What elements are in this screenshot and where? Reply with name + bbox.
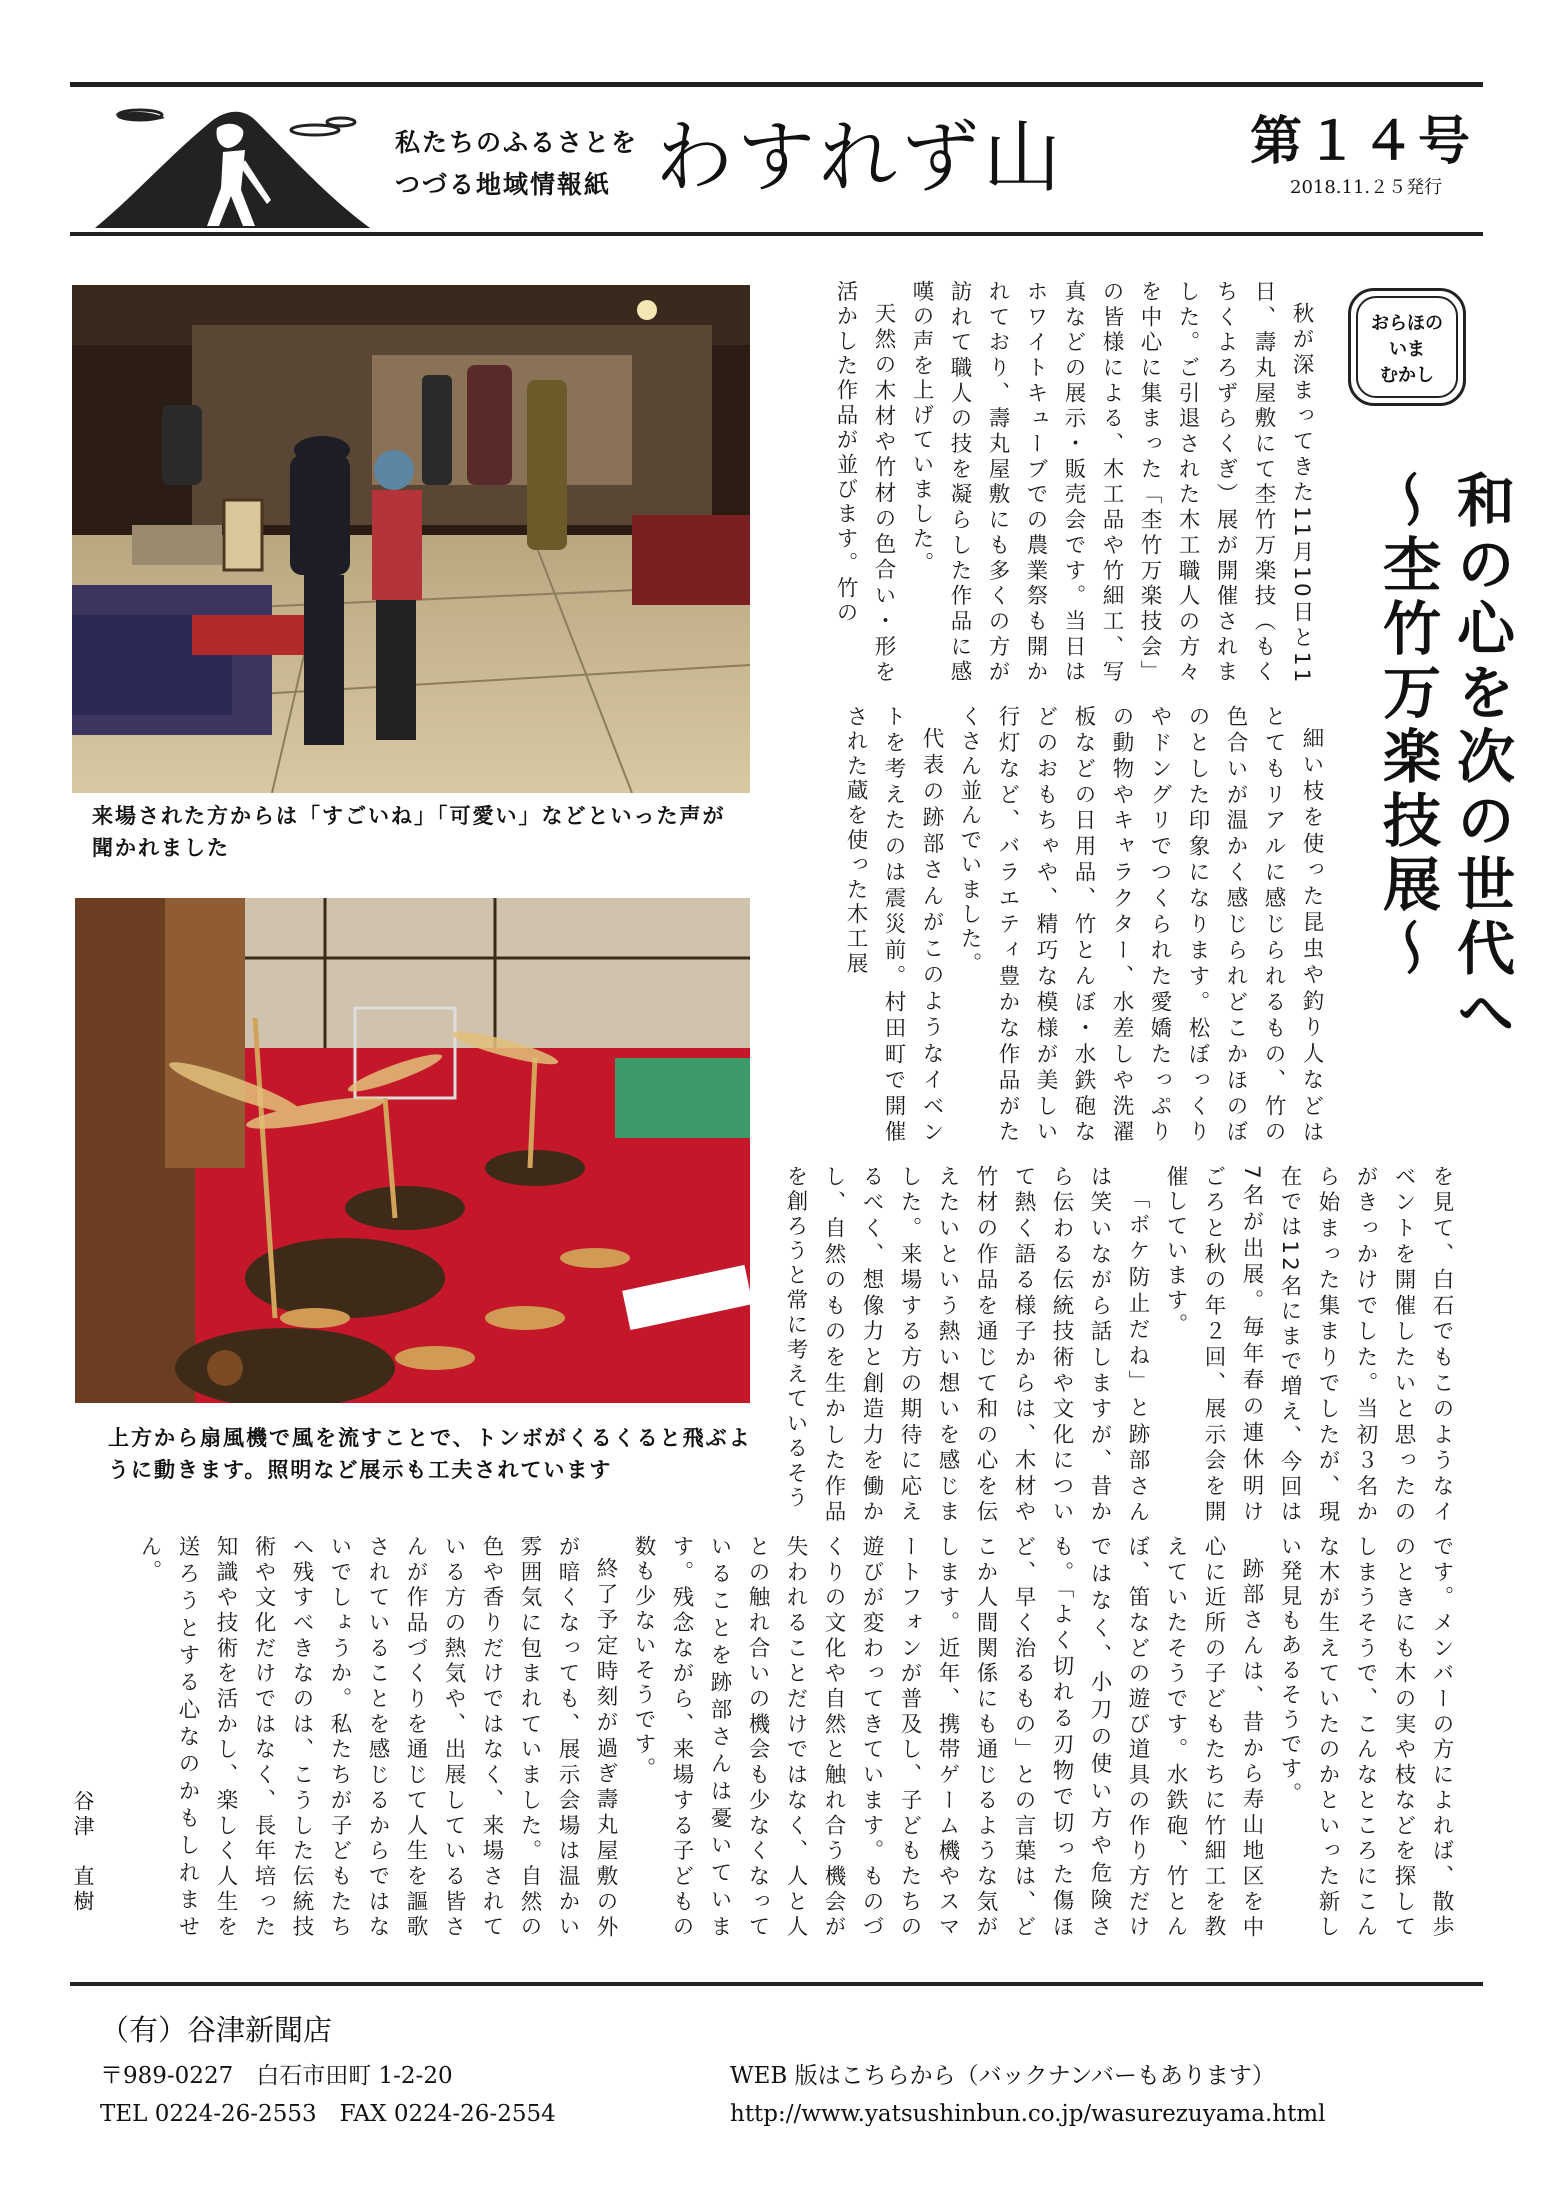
article-block-lower bbox=[780, 1165, 1460, 1525]
company-name: （有）谷津新聞店 bbox=[100, 2013, 333, 2047]
top-rule bbox=[70, 82, 1483, 87]
headline-line2: 〜杢竹万楽技展〜 bbox=[1373, 470, 1441, 982]
author-byline: 谷津 直樹 bbox=[71, 1790, 95, 1915]
website-link[interactable]: http://www.yatsushinbun.co.jp/wasurezuyama.html bbox=[730, 2101, 1326, 2127]
paragraph: 終了予定時刻が過ぎ壽丸屋敷の外が暗くなっても、展示会場は温かい雰囲気に包まれていました。自然の色や香りだけではなく、来場されている方の熱気や、出展している皆さんが作品づくりを通じて人生を謳歌されていることを感じるからではないでしょうか。私たちが子どもたちへ残すべきなのは、こうした伝統技術や文化だけではなく、長年培った知識や技術を活かし、楽しく人生を送ろうとする心なのかもしれません。 bbox=[137, 1535, 618, 1940]
paragraph: 跡部さんは、昔から寿山地区を中心に近所の子どもたちに竹細工を教えていたそうです。水鉄砲、竹とんぼ、笛などの遊び道具の作り方だけではなく、小刀の使い方や危険さも。「よく切れる刃物で切った傷ほど、早く治るもの」との言葉は、どこか人間関係にも通じるような気がします。近年、携帯ゲーム機やスマートフォンが普及し、子どもたちの遊びが変わってきています。ものづくりの文化や自然と触れ合う機会が失われることだけではなく、人と人との触れ合いの機会も少なくなっていることを跡部さんは憂いています。残念ながら、来場する子どもの数も少ないそうです。 bbox=[631, 1535, 1264, 1940]
newspaper-title: わすれず山 bbox=[655, 113, 1066, 203]
paragraph: 「ボケ防止だね」と跡部さんは笑いながら話しますが、昔から伝わる伝統技術や文化について熱く語る様子からは、木材や竹材の作品を通じて和の心を伝えたいという熱い想いを感じました。来場する方の期待に応えるべく、想像力と創造力を働かし、自然のものを生かした作品を創ろうと常に考えているそう bbox=[783, 1165, 1150, 1525]
badge-line2: いま bbox=[1389, 339, 1425, 360]
tagline bbox=[395, 122, 638, 206]
headline bbox=[1370, 470, 1518, 1150]
article-block-middle bbox=[780, 705, 1330, 1145]
paragraph: 天然の木材や竹材の色合い・形を活かした作品が並びます。竹の bbox=[833, 280, 896, 685]
company-phone: TEL 0224-26-2553 FAX 0224-26-2554 bbox=[100, 2101, 556, 2127]
mountain-logo bbox=[95, 100, 380, 230]
badge-line3: むかし bbox=[1380, 365, 1434, 386]
web-label: WEB 版はこちらから（バックナンバーもあります） bbox=[730, 2063, 1275, 2089]
issue-number: 第１４号 bbox=[1250, 111, 1475, 172]
article-block-upper-right bbox=[780, 280, 1320, 685]
paragraph: 細い枝を使った昆虫や釣り人などはとてもリアルに感じられるもの、竹の色合いが温かく感じられどこかほのぼのとした印象になります。松ぼっくりやドングリでつくられた愛嬌たっぷりの動物やキャラクター、水差しや洗濯板などの日用品、竹とんぼ・水鉄砲などのおもちゃや、精巧な模様が美しい行灯など、バラエティ豊かな作品がたくさん並んでいました。 bbox=[957, 705, 1324, 1145]
paragraph: 秋が深まってきた11月10日と11日、壽丸屋敷にて杢竹万楽技（もくちくよろずらくぎ）展が開催されました。ご引退された木工職人の方々を中心に集まった「杢竹万楽技会」の皆様による、木工品や竹細工、写真などの展示・販売会です。当日はホワイトキューブでの農業祭も開かれており、壽丸屋敷にも多くの方が訪れて職人の技を凝らした作品に感嘆の声を上げていました。 bbox=[909, 280, 1314, 685]
paragraph: を見て、白石でもこのようなイベントを開催したいと思ったのがきっかけでした。当初３名から始まった集まりでしたが、現在では12名にまで増え、今回は7名が出展。毎年春の連休明けごろと秋の年２回、展示会を開催しています。 bbox=[1163, 1165, 1454, 1525]
paragraph: 代表の跡部さんがこのようなイベントを考えたのは震災前。村田町で開催された蔵を使った木工展 bbox=[843, 705, 944, 1145]
company-address: 〒989-0227 白石市田町 1-2-20 bbox=[100, 2063, 453, 2089]
tagline-line2: つづる地域情報紙 bbox=[395, 170, 612, 199]
headline-line1: 和の心を次の世代へ bbox=[1447, 470, 1515, 1046]
photo2-caption: 上方から扇風機で風を流すことで、トンボがくるくると飛ぶように動きます。照明など展示も工夫されています bbox=[108, 1426, 752, 1482]
tagline-line1: 私たちのふるさとを bbox=[395, 128, 639, 157]
exhibition-hall-photo bbox=[72, 285, 750, 793]
paragraph: です。メンバーの方によれば、散歩のときにも木の実や枝などを探してしまうそうで、こんなところにこんな木が生えていたのかといった新しい発見もあるそうです。 bbox=[1277, 1535, 1454, 1940]
photo1-caption: 来場された方からは「すごいね」「可愛い」などといった声が聞かれました bbox=[92, 804, 726, 860]
dragonfly-display-photo bbox=[75, 898, 750, 1403]
corner-badge bbox=[1348, 288, 1466, 406]
badge-line1: おらほの bbox=[1371, 313, 1443, 334]
article-block-bottom bbox=[110, 1535, 1460, 1940]
masthead-rule bbox=[70, 232, 1483, 236]
footer-rule bbox=[70, 1982, 1483, 1986]
issue-date: 2018.11.２５発行 bbox=[1290, 177, 1443, 198]
